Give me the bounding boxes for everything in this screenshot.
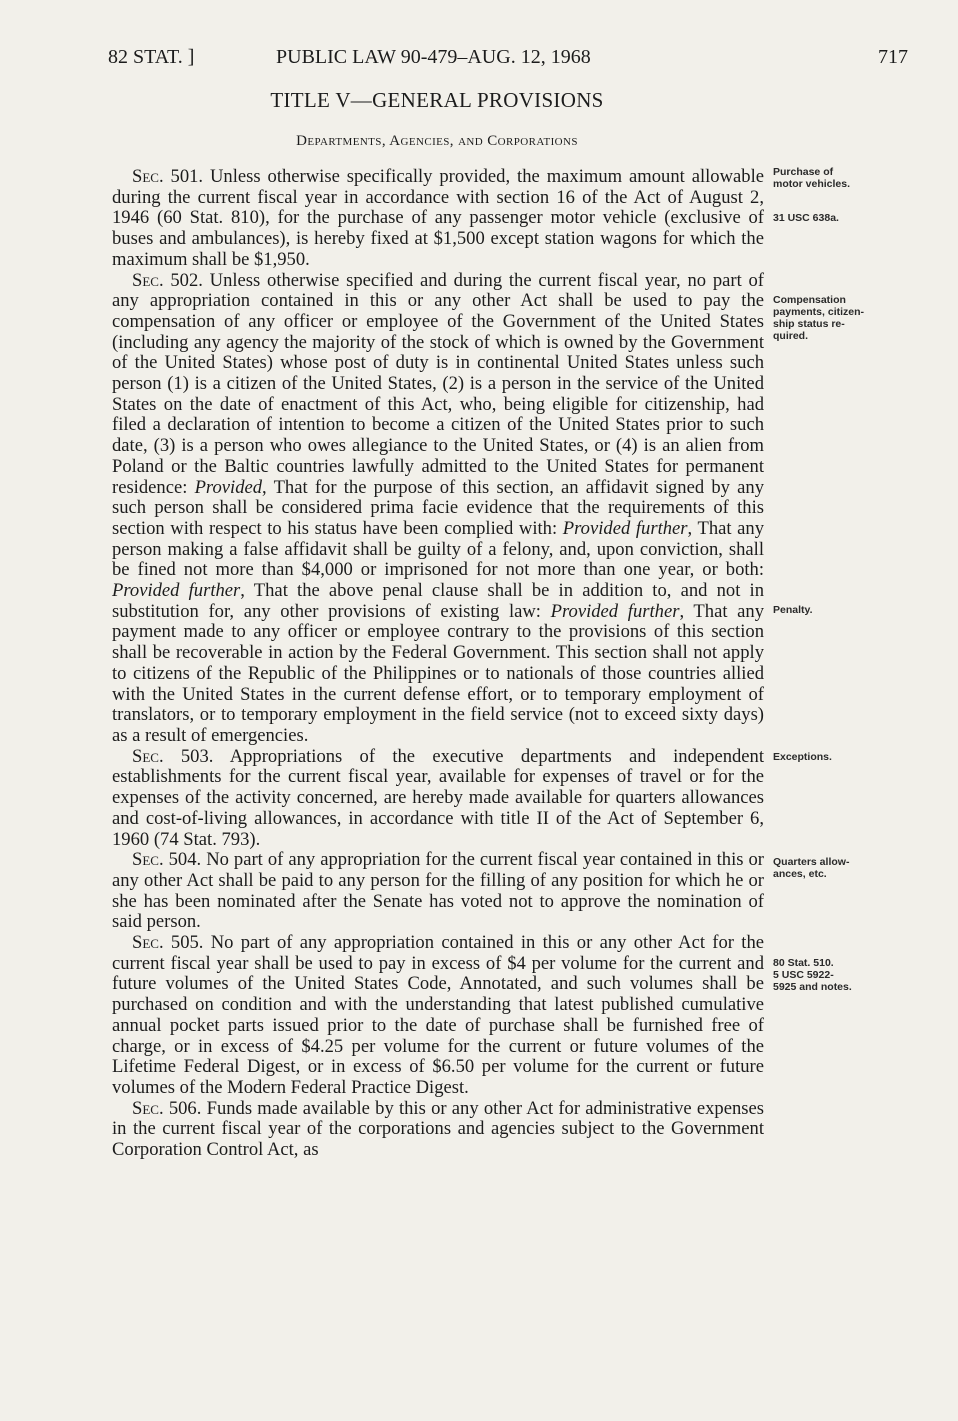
- section-paragraph: [112, 1099, 764, 1161]
- section-paragraph: [112, 933, 764, 1099]
- page-number: 717: [878, 46, 908, 68]
- section-text: No part of any appropriation contained in this or any other Act for the current fiscal year shall be used to pay in excess of $4 per volume for the current and future volumes of the United States Code, Annotated, and such volumes shall be purchased on condition and with the understanding that latest published cumulative annual pocket parts issued prior to the date of purchase shall be furnished free of charge, or in excess of $4.25 per volume for the current or future volumes of the Lifetime Federal Digest, or in excess of $6.50 per volume for the current or future volumes of the Modern Federal Practice Digest.: [112, 932, 764, 1098]
- volume-reference: 82 STAT. ]: [108, 46, 195, 68]
- section-paragraph: [112, 747, 764, 851]
- margin-note-quarters: Quarters allow- ances, etc.: [773, 856, 850, 880]
- section-label: Sec. 505.: [132, 932, 204, 954]
- section-label: Sec. 501.: [132, 166, 204, 187]
- subtitle-heading: Departments, Agencies, and Corporations: [296, 133, 578, 149]
- title-heading: TITLE V—GENERAL PROVISIONS: [270, 88, 604, 112]
- margin-note-31-usc: 31 USC 638a.: [773, 212, 839, 224]
- running-head: [108, 46, 908, 74]
- proviso-term: Provided further: [550, 600, 680, 622]
- section-label: Sec. 504.: [132, 849, 202, 871]
- section-paragraph: [112, 167, 764, 271]
- section-label: Sec. 506.: [132, 1097, 202, 1119]
- section-text: Unless otherwise specified and during the current fiscal year, no part of any appropriation contained in this or any other Act shall be used to pay the compensation of any officer or employee of the Government of the United States (including any agency the majority of the stock of which is owned by the Government of the United States) whose post of duty is in continental United States unless such person (1) is a citizen of the United States, (2) is a person in the service of the United States on the date of enactment of this Act, who, being eligible for citizenship, had filed a declaration of intention to become a citizen of the United States prior to such date, (3) is a person who owes allegiance to the United States, or (4) is an alien from Poland or the Baltic countries lawfully admitted to the United States for permanent residence:: [112, 269, 764, 498]
- proviso-term: Provided further: [112, 580, 241, 602]
- section-text: No part of any appropriation for the current fiscal year contained in this or any other Act shall be paid to any person for the filling of any position for which he or she has been nominated after the Senate has voted not to approve the nomination of said person.: [112, 849, 764, 933]
- proviso-term: Provided: [194, 476, 263, 498]
- margin-note-compensation: Compensation payments, citizen- ship status re- quired.: [773, 294, 865, 342]
- margin-note-penalty: Penalty.: [773, 604, 813, 616]
- margin-note-exceptions: Exceptions.: [773, 751, 832, 763]
- section-paragraph: [112, 850, 764, 933]
- section-label: Sec. 502.: [132, 269, 203, 291]
- margin-note-80-stat: 80 Stat. 510. 5 USC 5922- 5925 and notes.: [773, 957, 852, 993]
- law-citation: PUBLIC LAW 90-479–AUG. 12, 1968: [276, 46, 591, 68]
- body-text: [112, 167, 764, 1161]
- section-text: Appropriations of the executive departments and independent establishments for the current fiscal year, available for expenses of travel or for the expenses of the activity concerned, are hereby made available for quarters allowances and cost-of-living allowances, in accordance with title II of the Act of September 6, 1960 (74 Stat. 793).: [112, 745, 765, 850]
- section-paragraph: [112, 271, 764, 747]
- section-text: Unless otherwise specifically provided, the maximum amount allowable during the current fiscal year in accordance with section 16 of the Act of August 2, 1946 (60 Stat. 810), for the purchase of any passenger motor vehicle (exclusive of buses and ambulances), is hereby fixed at $1,500 except station wagons for which the maximum shall be $1,950.: [112, 166, 764, 270]
- section-text: , That the above penal clause shall be in addition to, and not in substitution for, any other provisions of existing law:: [112, 580, 764, 622]
- section-text: , That any payment made to any officer or employee contrary to the provisions of this section shall be recoverable in action by the Federal Government. This section shall not apply to citizens of the Republic of the Philippines or to nationals of those countries allied with the United States in the current defense effort, or to temporary employment of translators, or to temporary employment in the field service (not to exceed sixty days) as a result of emergencies.: [112, 600, 765, 746]
- section-text: Funds made available by this or any other Act for administrative expenses in the current fiscal year of the corporations and agencies subject to the Government Corporation Control Act, as: [112, 1097, 764, 1161]
- section-text: , That any person making a false affidavit shall be guilty of a felony, and, upon conviction, shall be fined not more than $4,000 or imprisoned for not more than one year, or both:: [112, 517, 765, 581]
- margin-note-purchase: Purchase of motor vehicles.: [773, 166, 851, 190]
- proviso-term: Provided further: [562, 517, 688, 539]
- section-label: Sec. 503.: [132, 745, 214, 767]
- section-text: , That for the purpose of this section, an affidavit signed by any such person shall be considered prima facie evidence that the requirements of this section with respect to his status have been complied with:: [112, 476, 765, 539]
